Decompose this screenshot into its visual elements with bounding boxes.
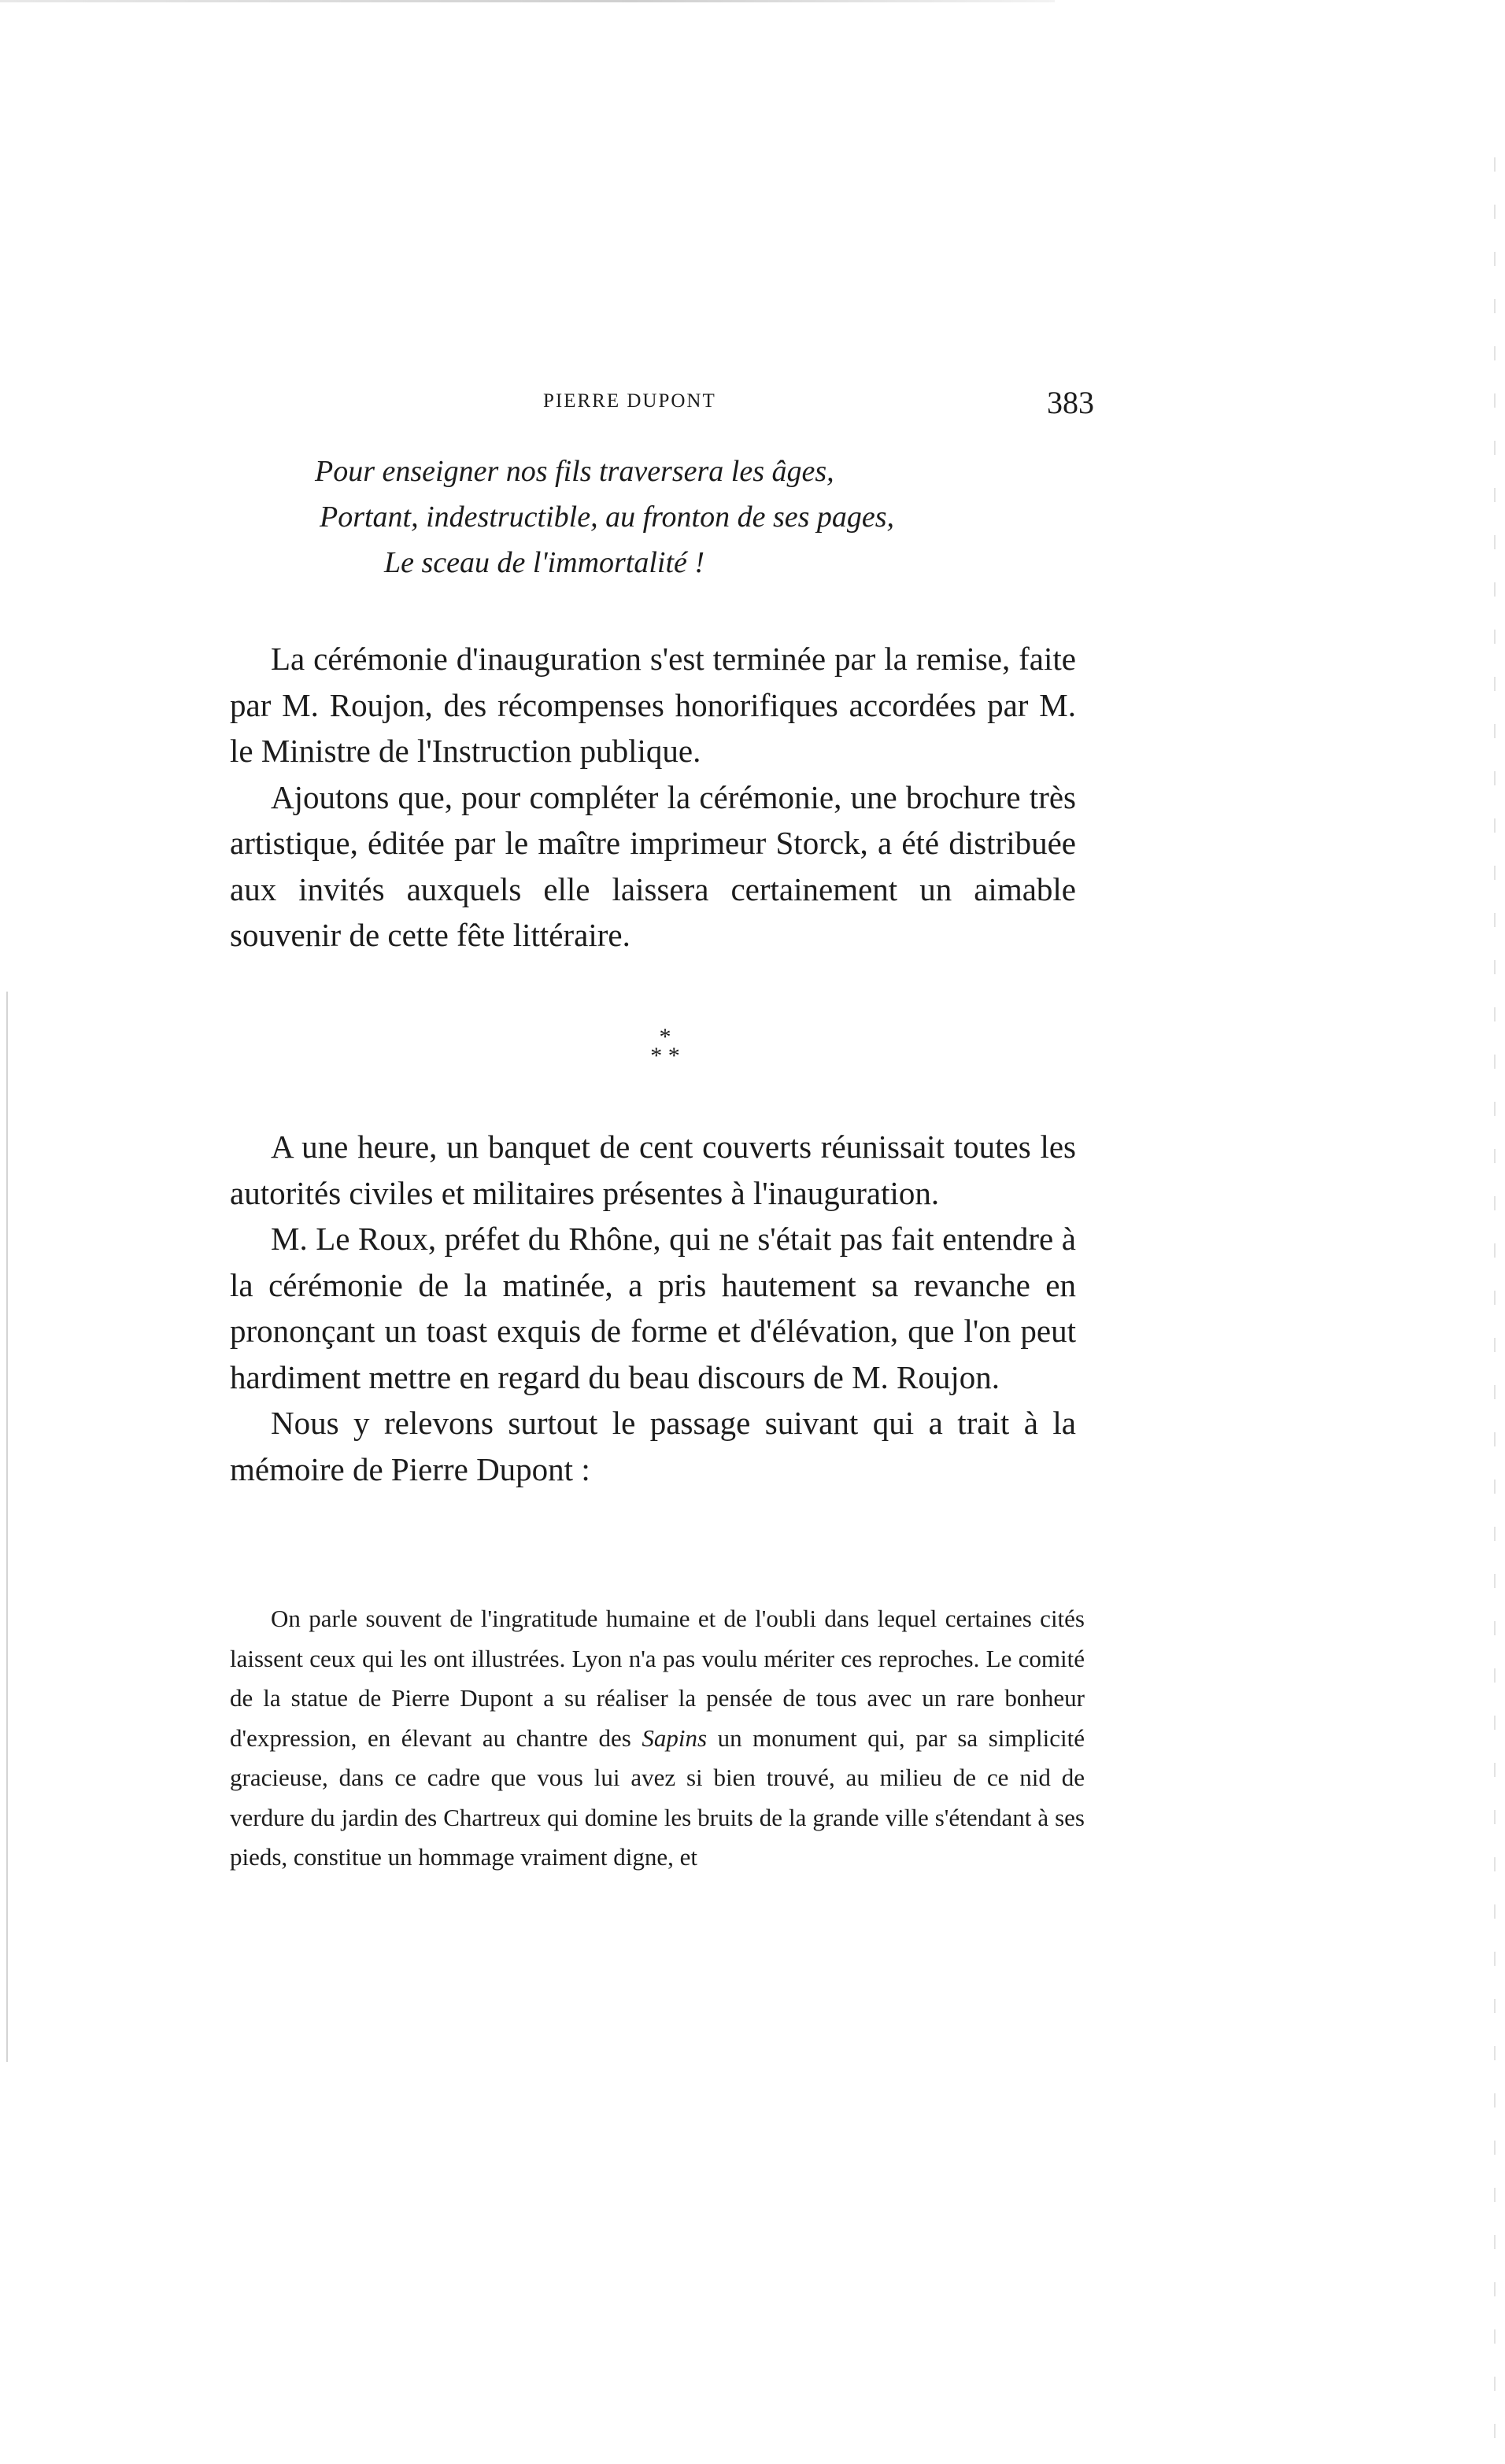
paragraph: A une heure, un banquet de cent couverts réunissait toutes les autorités civiles et militaires présentes à l'inauguration. [230, 1129, 1076, 1211]
verse-stanza [315, 449, 1102, 586]
quote-text: un monument qui, par sa simplicité gracieuse, dans ce cadre que vous lui avez si bien trouvé, au milieu de ce nid de verdure du jardin des Chartreux qui domine les bruits de la grande ville s'étendant à ses pieds, constitue un hommage vraiment digne, et [230, 1723, 1085, 1871]
running-title: PIERRE DUPONT [543, 390, 716, 412]
paragraph: La cérémonie d'inauguration s'est terminée par la remise, faite par M. Roujon, des récompenses honorifiques accordées par M. le Ministre de l'Instruction publique. [230, 641, 1076, 769]
asterism-top: * [659, 1024, 671, 1050]
body-text-block [230, 636, 1076, 959]
body-text-block [230, 1124, 1076, 1492]
paragraph: M. Le Roux, préfet du Rhône, qui ne s'était pas fait entendre à la cérémonie de la matinée, a pris hautement sa revanche en prononçant un toast exquis de forme et d'élévation, que l'on peut hardiment mettre en regard du beau discours de M. Roujon. [230, 1221, 1076, 1395]
scan-edge-top [0, 0, 1055, 2]
scan-edge-left [6, 992, 8, 2062]
paragraph: Ajoutons que, pour compléter la cérémonie, une brochure très artistique, éditée par le maître imprimeur Storck, a été distribuée aux invités auxquels elle laissera certainement un aimable souvenir de cette fête littéraire. [230, 778, 1076, 953]
verse-line: Le sceau de l'immortalité ! [384, 546, 705, 579]
running-head [228, 387, 1094, 419]
quote-italic-title: Sapins [642, 1723, 708, 1752]
scan-edge-right [1494, 157, 1496, 2440]
verse-line: Portant, indestructible, au fronton de ses pages, [320, 501, 895, 534]
asterism-separator [630, 1024, 701, 1069]
verse-line: Pour enseigner nos fils traversera les âges, [315, 455, 834, 488]
page-number: 383 [1047, 385, 1094, 420]
paragraph: Nous y relevons surtout le passage suivant qui a trait à la mémoire de Pierre Dupont : [230, 1405, 1076, 1487]
quote-text: On parle souvent de l'ingratitude humaine et de l'oubli dans lequel certaines cités laissent ceux qui les ont illustrées. Lyon n'a pas voulu mériter ces reproches. Le comité de la statue de Pierre Dupont a su réaliser la pensée de tous avec un rare bonheur d'expression, en élevant au chantre des [230, 1605, 1085, 1752]
quoted-speech [230, 1599, 1085, 1878]
asterism-bottom: * * [650, 1043, 680, 1069]
quote-paragraph [230, 1599, 1085, 1878]
